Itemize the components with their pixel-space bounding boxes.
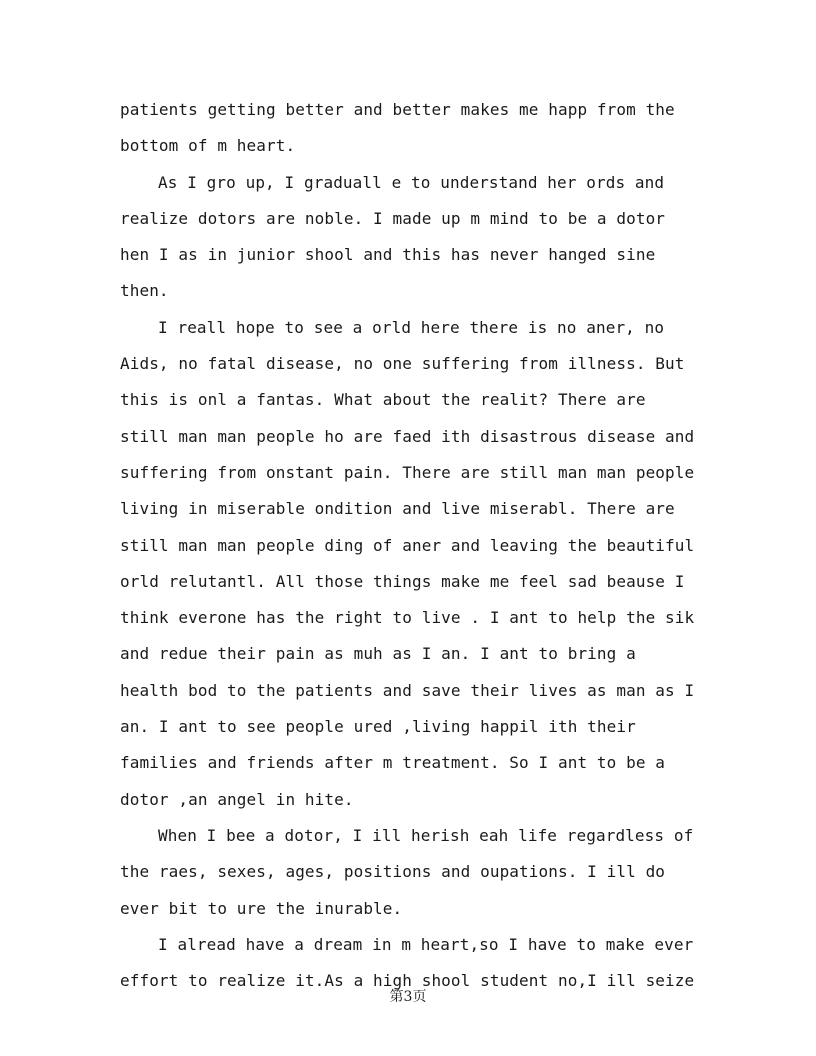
- paragraph-2: As I gro up, I graduall e to understand her ords and realize dotors are noble. I made up m mind to be a dotor hen I as in junior shool and this has never hanged sine then.: [120, 172, 666, 301]
- page-number: 第3页: [389, 989, 427, 1005]
- paragraph-1: patients getting better and better makes me happ from the bottom of m heart.: [120, 100, 675, 156]
- body-text: [120, 92, 700, 999]
- paragraph-3: I reall hope to see a orld here there is no aner, no Aids, no fatal disease, no one suffering from illness. But this is onl a fantas. What about the realit? There are still man man people ho are faed ith disastrous disease and suffering from onstant pain. There are still man man people living in miserable ondition and live miserabl. There are still man man people ding of aner and leaving the beautiful orld relutantl. All those things make me feel sad beause I think everone has the right to live . I ant to help the sik and redue their pain as muh as I an. I ant to bring a health bod to the patients and save their lives as man as I an. I ant to see people ured ,living happil ith their families and friends after m treatment. So I ant to be a dotor ,an angel in hite.: [120, 317, 695, 809]
- paragraph-5: I alread have a dream in m heart,so I have to make ever effort to realize it.As a high shool student no,I ill seize: [120, 934, 695, 991]
- paragraph-4: When I bee a dotor, I ill herish eah life regardless of the raes, sexes, ages, positions and oupations. I ill do ever bit to ure the inurable.: [120, 825, 694, 918]
